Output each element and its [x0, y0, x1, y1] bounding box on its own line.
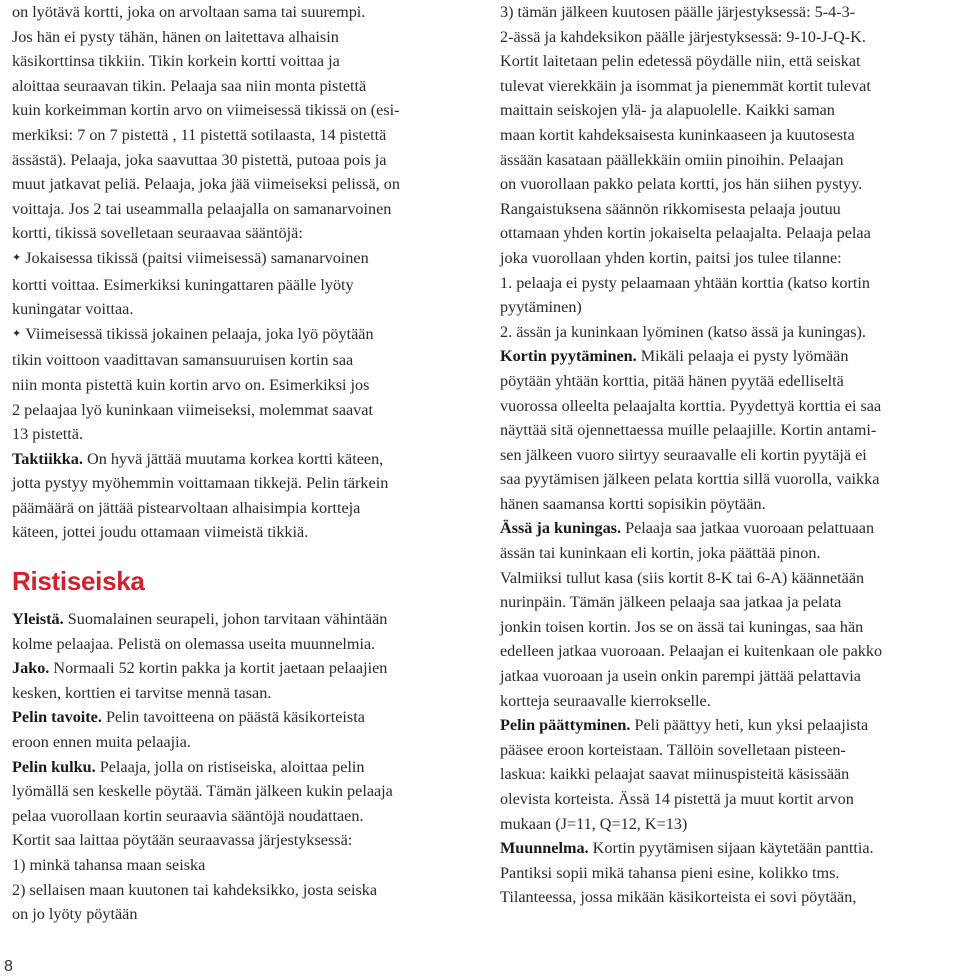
text-line: 2 pelaajaa lyö kuninkaan viimeiseksi, molemmat saavat — [12, 400, 373, 419]
text-line: On hyvä jättää muutama korkea kortti käteen, — [82, 449, 384, 468]
text-line: on vuorollaan pakko pelata kortti, jos hän siihen pystyy. — [500, 175, 863, 194]
text-line: kuin korkeimman kortin arvo on viimeisessä tikissä on (esi- — [12, 101, 400, 120]
bullet-icon: ✦ — [12, 327, 22, 340]
term-muunnelma: Muunnelma. — [500, 839, 589, 858]
text-line: käteen, jottei joudu ottamaan viimeistä tikkiä. — [12, 523, 309, 542]
text-line: laskua: kaikki pelaajat saavat miinuspisteitä käsissään — [500, 765, 850, 784]
text-line: Valmiiksi tullut kasa (siis kortit 8-K tai 6-A) käännetään — [500, 568, 865, 587]
text-line: 2) sellaisen maan kuutonen tai kahdeksikko, josta seiska — [12, 880, 378, 899]
text-line: saa pyytämisen jälkeen pelata korttia sillä vuorolla, vaikka — [500, 470, 880, 489]
paattyminen-paragraph — [500, 713, 952, 738]
text-line: maan kortit kahdeksaisesta kuninkaaseen ja kuutosesta — [500, 125, 855, 144]
text-line: kortteja seuraavalle kierrokselle. — [500, 691, 711, 710]
text-line: kortti voittaa. Esimerkiksi kuningattaren päälle lyöty — [12, 275, 354, 294]
text-line: Viimeisessä tikissä jokainen pelaaja, joka lyö pöytään — [25, 324, 374, 343]
section-heading: Ristiseiska — [12, 566, 145, 597]
term-yleista: Yleistä. — [12, 610, 64, 629]
text-line: ässään kasataan päällekkäin omiin pinoihin. Pelaajan — [500, 150, 844, 169]
tavoite-paragraph — [12, 705, 476, 730]
text-line: Jos hän ei pysty tähän, hänen on laitettava alhaisin — [12, 27, 339, 46]
text-line: 1) minkä tahansa maan seiska — [12, 856, 206, 874]
text-line: Normaali 52 kortin pakka ja kortit jaetaan pelaajien — [49, 659, 388, 678]
text-line: Tilanteessa, jossa mikään käsikorteista ei sovi pöytään, — [500, 888, 857, 907]
jako-paragraph — [12, 656, 476, 681]
text-line: tikin voittoon vaadittavan samansuuruisen kortin saa — [12, 351, 354, 370]
text-line: Pelaaja, jolla on ristiseiska, aloittaa pelin — [95, 757, 365, 776]
kulku-paragraph — [12, 755, 476, 780]
right-column — [500, 0, 952, 910]
bullet-icon: ✦ — [12, 251, 22, 264]
text-line: Suomalainen seurapeli, johon tarvitaan vähintään — [63, 610, 388, 629]
text-line: näyttää sitä ojennettaessa muille pelaajille. Kortin antami- — [500, 421, 877, 440]
text-line: ässän tai kuninkaan eli kortin, joka päättää pinon. — [500, 544, 821, 563]
text-line: Pelaaja saa jatkaa vuoroaan pelattuaan — [621, 519, 875, 538]
text-line: Peli päättyy heti, kun yksi pelaajista — [630, 716, 869, 735]
text-line: Mikäli pelaaja ei pysty lyömään — [636, 347, 849, 366]
page-number: 8 — [4, 958, 13, 975]
term-assa-ja-kuningas: Ässä ja kuningas. — [500, 519, 622, 538]
text-line: joka vuorollaan yhden kortin, paitsi jos tulee tilanne: — [500, 248, 842, 267]
text-line: pelaa vuorollaan kortin seuraavia sääntöjä noudattaen. — [12, 806, 364, 825]
text-line: 2-ässä ja kahdeksikon päälle järjestyksessä: 9-10-J-Q-K. — [500, 27, 866, 46]
text-line: on lyötävä kortti, joka on arvoltaan sama tai suurempi. — [12, 3, 366, 21]
text-line: ässästä). Pelaaja, joka saavuttaa 30 pistettä, putoaa pois ja — [12, 150, 387, 169]
text-line: Pantiksi sopii mikä tahansa pieni esine, kolikko tms. — [500, 863, 840, 882]
text-line: päämäärä on jättää pistearvoltaan alhaisimpia kortteja — [12, 498, 361, 517]
text-line: kesken, korttien ei tarvitse mennä tasan. — [12, 683, 272, 702]
text-line: eroon ennen muita pelaajia. — [12, 733, 191, 752]
text-line: pyytäminen) — [500, 298, 582, 317]
text-line: 3) tämän jälkeen kuutosen päälle järjestyksessä: 5-4-3- — [500, 3, 856, 21]
term-jako: Jako. — [12, 659, 50, 678]
text-line: aloittaa seuraavan tikin. Pelaaja saa niin monta pistettä — [12, 76, 367, 95]
text-line: Kortin pyytämisen sijaan käytetään panttia. — [588, 839, 874, 858]
text-line: jotta pystyy myöhemmin voittamaan tikkejä. Pelin tärkein — [12, 474, 389, 493]
taktiikka-paragraph — [12, 447, 476, 472]
text-line: muut jatkavat peliä. Pelaaja, joka jää viimeiseksi pelissä, on — [12, 175, 400, 194]
bullet-item — [12, 246, 476, 273]
text-line: jatkaa vuoroaan ja usein onkin parempi jättää pelattavia — [500, 667, 861, 686]
text-line: kuningatar voittaa. — [12, 300, 134, 319]
text-line: sen jälkeen vuoro siirtyy seuraavalle eli kortin pyytäjä ei — [500, 445, 867, 464]
text-line: niin monta pistettä kuin kortin arvo on. Esimerkiksi jos — [12, 375, 370, 394]
left-column — [12, 0, 476, 927]
text-line: 1. pelaaja ei pysty pelaamaan yhtään korttia (katso kortin — [500, 273, 870, 292]
text-line: jonkin toisen kortin. Jos se on ässä tai kuningas, saa hän — [500, 617, 864, 636]
text-line: pöytään yhtään korttia, pitää hänen pyytää edelliseltä — [500, 371, 844, 390]
text-line: nurinpäin. Tämän jälkeen pelaaja saa jatkaa ja pelata — [500, 593, 842, 612]
text-line: 2. ässän ja kuninkaan lyöminen (katso ässä ja kuningas). — [500, 322, 866, 341]
term-taktiikka: Taktiikka. — [12, 449, 83, 468]
yleista-paragraph — [12, 607, 476, 632]
muunnelma-paragraph — [500, 836, 952, 861]
text-line: olevista korteista. Ässä 14 pistettä ja muut kortit arvon — [500, 790, 854, 808]
text-line: maittain seiskojen ylä- ja alapuolelle. Kaikki saman — [500, 101, 835, 120]
text-line: kolme pelaajaa. Pelistä on olemassa useita muunnelmia. — [12, 634, 376, 653]
text-line: käsikorttinsa tikkiin. Tikin korkein kortti voittaa ja — [12, 52, 340, 71]
text-line: Rangaistuksena säännön rikkomisesta pelaaja joutuu — [500, 199, 841, 218]
text-line: Kortit laitetaan pelin edetessä pöydälle niin, että seiskat — [500, 52, 861, 71]
text-line: Jokaisessa tikissä (paitsi viimeisessä) samanarvoinen — [25, 248, 369, 267]
term-pelin-paattyminen: Pelin päättyminen. — [500, 716, 631, 735]
text-line: merkiksi: 7 on 7 pistettä , 11 pistettä sotilaasta, 14 pistettä — [12, 125, 387, 144]
text-line: vuorossa olleelta pelaajalta korttia. Pyydettyä korttia ei saa — [500, 396, 882, 415]
text-line: Pelin tavoitteena on päästä käsikorteista — [101, 708, 365, 727]
text-line: pääsee eroon korteistaan. Tällöin sovelletaan pisteen- — [500, 740, 846, 759]
text-line: 13 pistettä. — [12, 425, 84, 444]
text-line: on jo lyöty pöytään — [12, 905, 138, 924]
term-pelin-tavoite: Pelin tavoite. — [12, 708, 102, 727]
pyytaminen-paragraph — [500, 344, 952, 369]
term-pelin-kulku: Pelin kulku. — [12, 757, 96, 776]
text-line: tulevat vierekkäin ja isommat ja pienemmät kortit tulevat — [500, 76, 871, 95]
assa-paragraph — [500, 516, 952, 541]
text-line: kortti, tikissä sovelletaan seuraavaa sääntöjä: — [12, 224, 303, 243]
text-line: voittaja. Jos 2 tai useammalla pelaajalla on samanarvoinen — [12, 199, 392, 218]
term-kortin-pyytaminen: Kortin pyytäminen. — [500, 347, 637, 366]
text-line: lyömällä sen keskelle pöytää. Tämän jälkeen kukin pelaaja — [12, 782, 393, 801]
text-line: hänen saamansa kortti sopisikin pöytään. — [500, 494, 766, 513]
text-line: edelleen jatkaa vuoroaan. Pelaajan ei kuitenkaan ole pakko — [500, 642, 883, 661]
bullet-item — [12, 322, 476, 349]
text-line: mukaan (J=11, Q=12, K=13) — [500, 814, 688, 833]
text-line: ottamaan yhden kortin jokaiselta pelaajalta. Pelaaja pelaa — [500, 224, 871, 243]
text-line: Kortit saa laittaa pöytään seuraavassa järjestyksessä: — [12, 831, 353, 850]
